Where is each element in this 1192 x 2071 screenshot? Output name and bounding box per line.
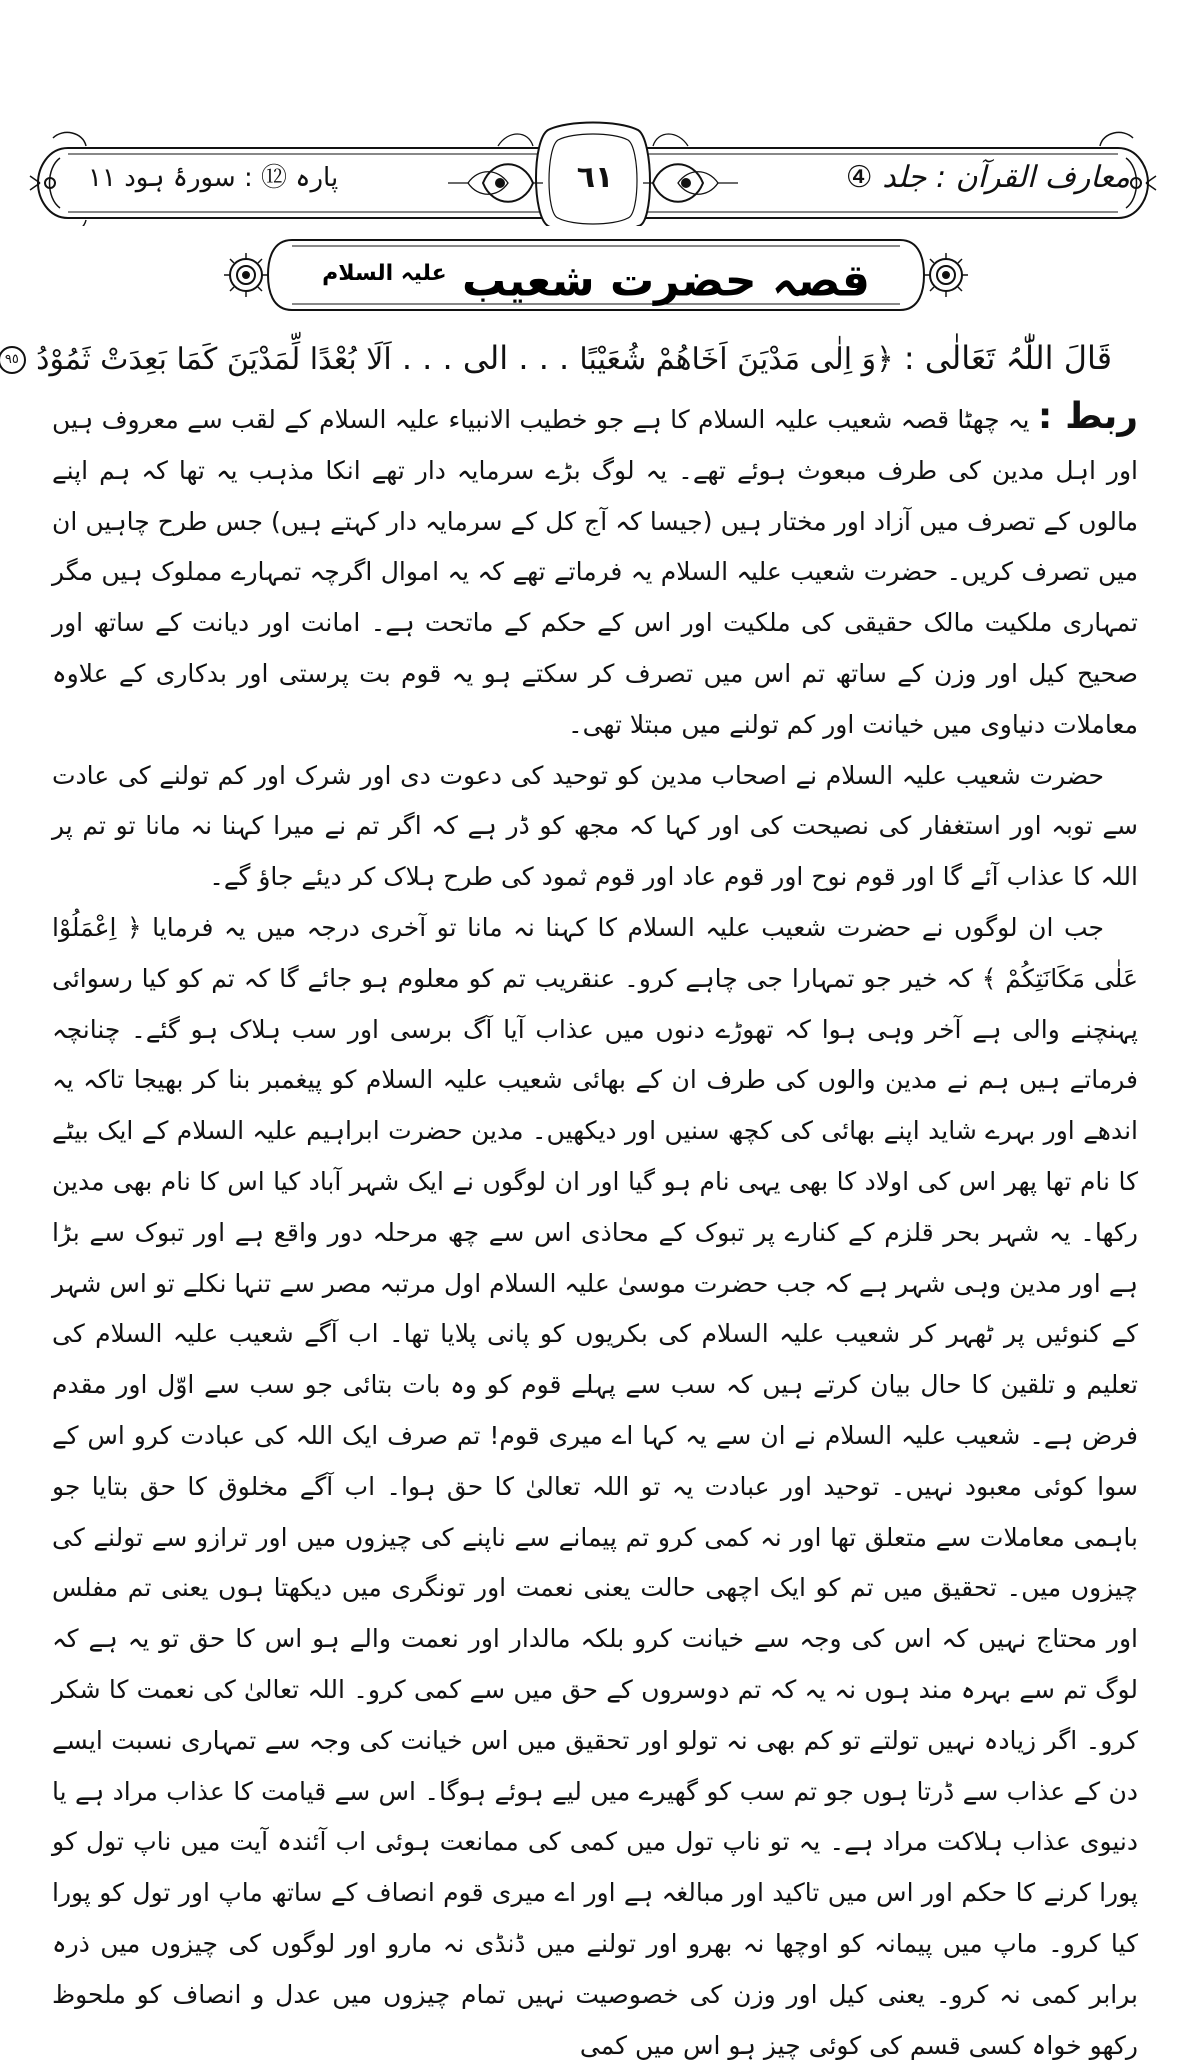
paragraph-text: یہ چھٹا قصہ شعیب علیہ السلام کا ہے جو خطیب الانبیاء علیہ السلام کے لقب سے معروف ہیں اور اہل مدین کی طرف مبعوث ہوئے تھے۔ یہ لوگ بڑے سرمایہ دار تھے انکا مذہب یہ تھا کہ ہم اپنے مالوں کے تصرف میں آزاد اور مختار ہیں (جیسا کہ آج کل کے سرمایہ دار کہتے ہیں) جس طرح چاہیں ان میں تصرف کریں۔ حضرت شعیب علیہ السلام یہ فرماتے تھے کہ یہ اموال اگرچہ تمہارے مملوک ہیں مگر تمہاری ملکیت مالک حقیقی کی ملکیت اور اس کے حکم کے ماتحت ہے۔ امانت اور دیانت کے ساتھ اور صحیح کیل اور وزن کے ساتھ تم اس میں تصرف کر سکتے ہو یہ قوم بت پرستی اور بدکاری کے علاوہ معاملات دنیاوی میں خیانت اور کم تولنے میں مبتلا تھی۔ [52, 405, 1138, 739]
chapter-title-honorific: علیہ السلام [322, 261, 447, 286]
paragraph-context [52, 392, 1138, 751]
page-number: ٦١ [576, 160, 614, 195]
ayah-reference [4, 332, 1112, 384]
ayah-verse-end: اَلَا بُعْدًا لِّمَدْیَنَ کَمَا بَعِدَتْ ثَمُوْدُ [36, 342, 392, 377]
paragraph-invitation [52, 751, 1138, 903]
chapter-title-main: قصہ حضرت شعیب [462, 255, 870, 307]
verse-number-marker: ٩٥ [0, 346, 26, 374]
ayah-intro: قَالَ اللّٰہُ تَعَالٰی : [903, 339, 1112, 377]
body-text [52, 392, 1138, 2071]
chapter-title [222, 234, 970, 316]
lead-word: ربط : [1037, 396, 1138, 437]
ayah-verse-start: وَ اِلٰی مَدْیَنَ اَخَاھُمْ شُعَیْبًا [579, 342, 877, 377]
paragraph-text: جب ان لوگوں نے حضرت شعیب علیہ السلام کا کہنا نہ مانا تو آخری درجہ میں یہ فرمایا ﴿ اِعْمَلُوْا عَلٰی مَکَانَتِکُمْ ﴾ کہ خیر جو تمہارا جی چاہے کرو۔ عنقریب تم کو معلوم ہو جائے گا کہ تم کو کیا رسوائی پہنچنے والی ہے آخر وہی ہوا کہ تھوڑے دنوں میں عذاب آیا آگ برسی اور سب ہلاک ہو گئے۔ چنانچہ فرماتے ہیں ہم نے مدین والوں کی طرف ان کے بھائی شعیب علیہ السلام کو پیغمبر بنا کر بھیجا تاکہ یہ اندھے اور بہرے شاید اپنے بھائی کی کچھ سنیں اور دیکھیں۔ مدین حضرت ابراہیم علیہ السلام کے ایک بیٹے کا نام تھا پھر اس کی اولاد کا بھی یہی نام ہو گیا اور ان لوگوں نے ایک شہر آباد کیا اس کا نام بھی مدین رکھا۔ یہ شہر بحر قلزم کے کنارے پر تبوک کے محاذی اس سے چھ مرحلہ دور واقع ہے اور تبوک سے بڑا ہے اور مدین وہی شہر ہے کہ جب حضرت موسیٰ علیہ السلام اول مرتبہ مصر سے تنہا نکلے تو اس شہر کے کنوئیں پر ٹھہر کر شعیب علیہ السلام کی بکریوں کو پانی پلایا تھا۔ اب آگے شعیب علیہ السلام کی تعلیم و تلقین کا حال بیان کرتے ہیں کہ سب سے پہلے قوم کو وہ بات بتائی جو سب سے اوّل اور مقدم فرض ہے۔ شعیب علیہ السلام نے ان سے یہ کہا اے میری قوم! تم صرف ایک اللہ کی عبادت کرو اس کے سوا کوئی معبود نہیں۔ توحید اور عبادت یہ تو اللہ تعالیٰ کا حق ہوا۔ اب آگے مخلوق کا حق بتایا جو باہمی معاملات سے متعلق تھا اور نہ کمی کرو تم پیمانے سے ناپنے کی چیزوں میں اور ترازو سے تولنے کی چیزوں میں۔ تحقیق میں تم کو ایک اچھی حالت یعنی نعمت اور تونگری میں دیکھتا ہوں یعنی تم مفلس اور محتاج نہیں کہ اس کی وجہ سے خیانت کرو بلکہ مالدار اور نعمت والے ہو اس کا حق تو یہ ہے کہ لوگ تم سے بہرہ مند ہوں نہ یہ کہ تم دوسروں کے حق میں سے کمی کرو۔ اللہ تعالیٰ کی نعمت کا شکر کرو۔ اگر زیادہ نہیں تولتے تو کم بھی نہ تولو اور تحقیق میں اس خیانت کی وجہ سے تمہاری نسبت ایسے دن کے عذاب سے ڈرتا ہوں جو تم سب کو گھیرے میں لیے ہوئے ہوگا۔ اس سے قیامت کا عذاب مراد ہے یا دنیوی عذاب ہلاکت مراد ہے۔ یہ تو ناپ تول میں کمی کی ممانعت ہوئی اب آئندہ آیت میں ناپ تول کو پورا کرنے کا حکم اور اس میں تاکید اور مبالغہ ہے اور اے میری قوم انصاف کے ساتھ ماپ اور تول کو پورا کیا کرو۔ ماپ میں پیمانہ کو اوچھا نہ بھرو اور تولنے میں ڈنڈی نہ مارو اور لوگوں کی چیزوں میں ذرہ برابر کمی نہ کرو۔ یعنی کیل اور وزن کی خصوصیت نہیں تمام چیزوں میں عدل و انصاف کو ملحوظ رکھو خواہ کسی قسم کی کوئی چیز ہو اس میں کمی [52, 912, 1138, 2060]
book-title: معارف القرآن : جلد ④ [845, 160, 1130, 195]
ornate-bracket-open: ﴿ [876, 342, 894, 377]
paragraph-text: حضرت شعیب علیہ السلام نے اصحاب مدین کو توحید کی دعوت دی اور شرک اور کم تولنے کی عادت سے توبہ اور استغفار کی نصیحت کی اور کہا کہ مجھ کو ڈر ہے کہ اگر تم نے میرا کہنا نہ مانا تو تم پر اللہ کا عذاب آئے گا اور قوم نوح اور قوم عاد اور قوم ثمود کی طرح ہلاک کر دیئے جاؤ گے۔ [52, 760, 1138, 892]
para-surah-label: پارہ ⑫ : سورۂ ہود ١١ [88, 163, 339, 193]
chapter-title-banner [222, 234, 970, 316]
paragraph-narrative [52, 903, 1138, 2071]
ayah-connector: . . . الی . . . [401, 339, 570, 377]
